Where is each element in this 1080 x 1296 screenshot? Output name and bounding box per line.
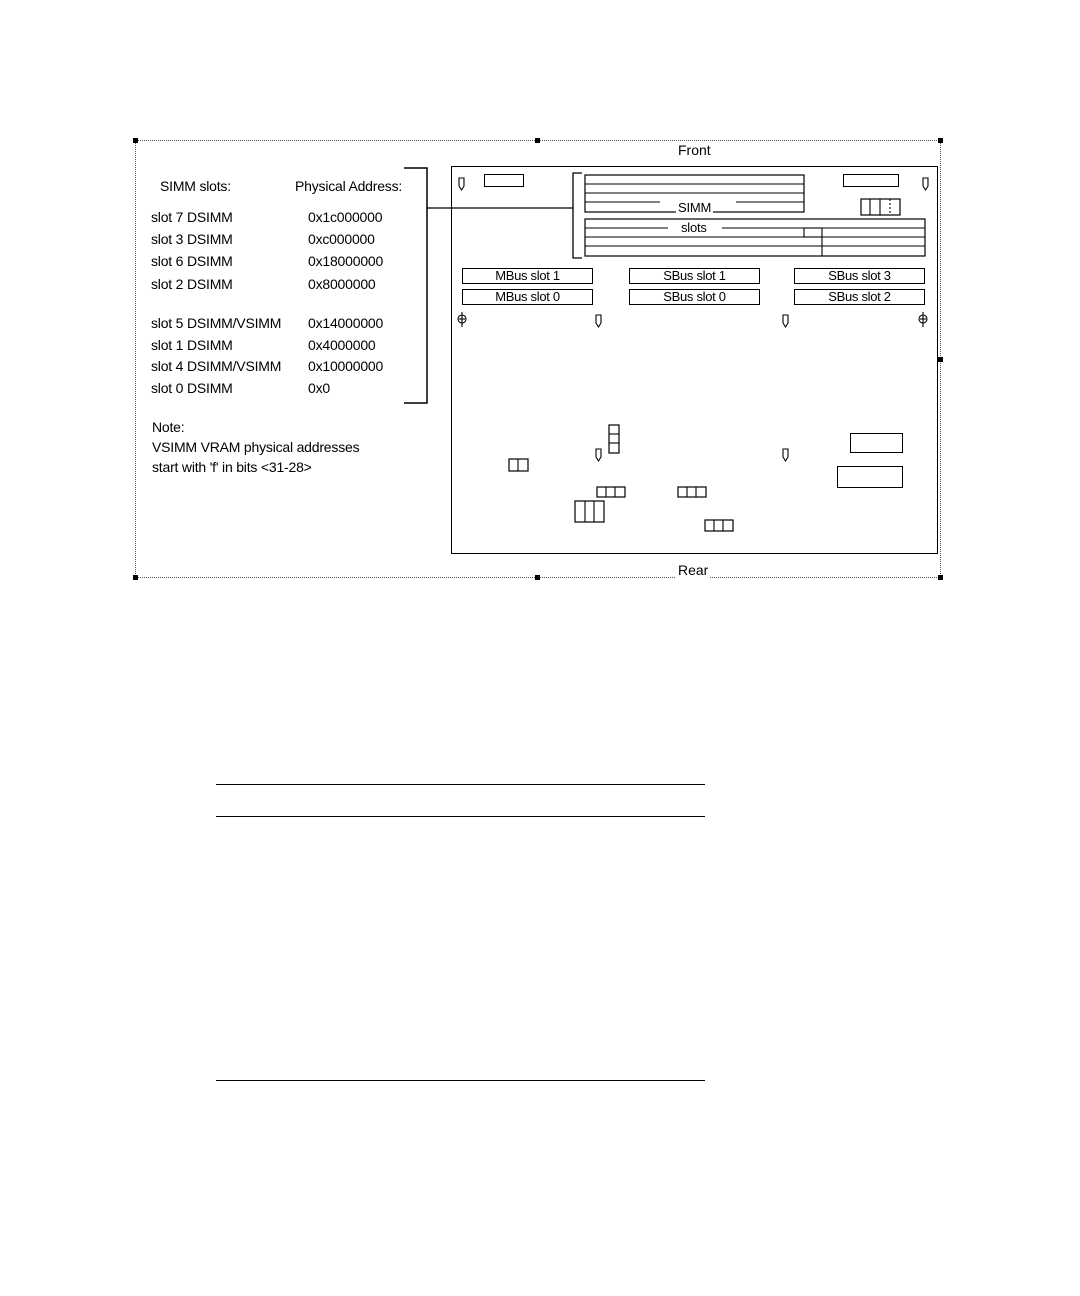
address-value: 0x1c000000 <box>308 209 383 225</box>
screw-icon <box>923 178 928 190</box>
simm-label: SIMM <box>678 200 712 215</box>
component <box>678 487 706 497</box>
mbus-slot-0: MBus slot 0 <box>462 289 593 305</box>
address-value: 0xc000000 <box>308 231 375 247</box>
physical-address-header: Physical Address: <box>295 178 403 194</box>
address-value: 0x0 <box>308 380 330 396</box>
component <box>597 487 625 497</box>
note-heading: Note: <box>152 419 185 435</box>
address-value: 0x14000000 <box>308 315 384 331</box>
sbus-slot-3: SBus slot 3 <box>794 268 925 284</box>
sbus-slot-2: SBus slot 2 <box>794 289 925 305</box>
mbus-slot-1: MBus slot 1 <box>462 268 593 284</box>
slot-label: slot 7 DSIMM <box>151 209 233 225</box>
slot-label: slot 5 DSIMM/VSIMM <box>151 315 282 331</box>
component <box>837 466 903 488</box>
table-rule-header <box>216 816 705 817</box>
rear-label: Rear <box>678 562 709 578</box>
table-rule-top <box>216 784 705 785</box>
front-label: Front <box>678 142 711 158</box>
screw-icon <box>783 315 788 327</box>
slot-label: slot 1 DSIMM <box>151 337 233 353</box>
note-line-2: start with 'f' in bits <31-28> <box>152 459 312 475</box>
component <box>843 174 899 187</box>
component <box>705 520 733 531</box>
note-line-1: VSIMM VRAM physical addresses <box>152 439 360 455</box>
slot-label: slot 3 DSIMM <box>151 231 233 247</box>
screw-icon <box>459 178 464 190</box>
simm-bracket <box>573 173 582 258</box>
address-value: 0x18000000 <box>308 253 384 269</box>
slot-label: slot 0 DSIMM <box>151 380 233 396</box>
address-value: 0x10000000 <box>308 358 384 374</box>
component <box>484 174 524 187</box>
component <box>850 433 903 453</box>
sbus-slot-0: SBus slot 0 <box>629 289 760 305</box>
component <box>575 501 604 522</box>
sbus-slot-1: SBus slot 1 <box>629 268 760 284</box>
slot-label: slot 2 DSIMM <box>151 276 233 292</box>
address-bracket <box>404 168 427 403</box>
slot-label: slot 6 DSIMM <box>151 253 233 269</box>
screw-icon <box>596 315 601 327</box>
slots-label: slots <box>681 220 707 235</box>
simm-slots-header: SIMM slots: <box>160 178 231 194</box>
screw-icon <box>596 449 601 461</box>
screw-icon <box>783 449 788 461</box>
address-value: 0x8000000 <box>308 276 376 292</box>
component <box>609 425 619 453</box>
table-rule-bottom <box>216 1080 705 1081</box>
slot-label: slot 4 DSIMM/VSIMM <box>151 358 282 374</box>
address-value: 0x4000000 <box>308 337 376 353</box>
